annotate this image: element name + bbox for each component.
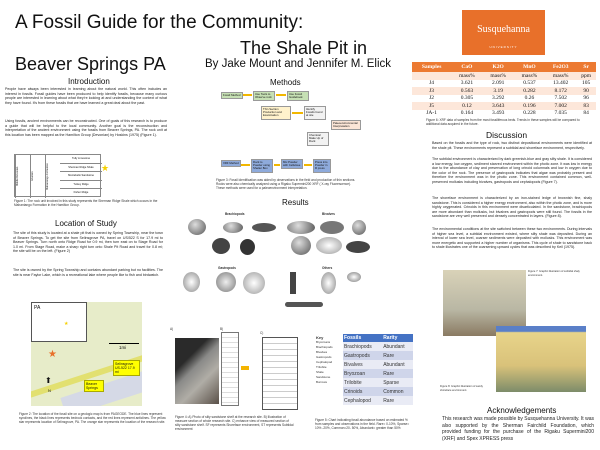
flow-box: Fossil Method <box>221 92 243 99</box>
bivalve-image <box>316 237 342 254</box>
figure-1-caption: Figure 1: The rock unit involved in this study represents the Sherman Ridge Shale which occurs in the Mahantango Formation in the Hamilton Group. <box>14 199 158 207</box>
brachiopod-image <box>212 238 230 254</box>
location-p2: The site is owned by the Spring Township and contains abundant parking but no facilities. The site is near Faylor Lake, which is a recreational lake where people like to fish and birdwatch. <box>13 268 163 277</box>
geologic-map <box>31 302 142 406</box>
flow-box: Rock to Powder using Shatter Box <box>251 159 273 173</box>
arrow-icon <box>292 112 303 114</box>
bivalve-image <box>346 241 370 253</box>
crinoid-image <box>347 272 361 282</box>
methods-heading: Methods <box>270 78 301 87</box>
bivalve-image <box>352 220 366 235</box>
strat-unit: Turkey Ridge <box>60 181 102 190</box>
key-item: Gastropods <box>316 355 332 359</box>
panel-label: B) <box>220 327 224 331</box>
figure-3-caption: Figure 3: Fossil identification was aided by observations in the field and production of thin sections. Rocks were also chemically analyzed using a Rigaku Supermini200 XRF ( X-ray Fluorescence). These methods were used for a paleoenvironment interpretation. <box>216 178 356 190</box>
pa-inset <box>31 302 87 342</box>
outcrop-photo <box>175 338 219 404</box>
brachiopod-image <box>188 219 206 235</box>
flow-box: Paleoenvironmental Interpretation <box>331 120 361 130</box>
state-label: PA <box>34 305 41 311</box>
strat-unit: Fisher Ridge <box>73 191 89 195</box>
shoreface-illustration <box>496 326 586 392</box>
figure-5-caption: Figure 5: Chart indicating fossil abundance based on estimated % from samples and observations in the field. Rare= 0-10%, Sparse= 10% -20%, Common=20- 50%, Abundant= greater than 50% <box>315 418 410 430</box>
flow-box: Press into Powder in R press <box>313 159 331 173</box>
intro-p2: Using fossils, ancient environments can be reconstructed. One of goals of this research is to produce a guide that will be helpful to the local community. Another goal is the reconstruction and interpretation of the ancient environment using the fossils from Beaver Springs, PA. The rock unit at this location has been mapped as the Hamilton Group (Devonian) by Hoskins (1975) (Figure 1). <box>5 119 167 137</box>
map-label-selinsgrove: Selinsgrove US-522 17.9 mi <box>113 360 140 376</box>
strat-column <box>14 154 101 197</box>
title-line-3: Beaver Springs PA <box>15 54 166 74</box>
acknowledgements-heading: Acknowledgements <box>487 406 557 415</box>
flow-box: Identify Fossils found at site <box>304 106 326 120</box>
discussion-p2: The subtidal environment is characterized by dark greenish-blue and gray silty shale. It is considered a low energy, low oxygen, sediment starved environment within the photic zone. It was low in energy due to the abundance of clay and preservation of long crinoid columnals and low in oxygen due to the color of the rock. The presence of gastropods indicates that algae was probably present and therefore the environment was in the photic zone. This environment contained common, well-preserved mollusks including bivalves, gastropods and cephalopods (Figure 7). <box>432 157 593 184</box>
trilobite-image <box>321 272 336 294</box>
location-p1: The site of this study is located at a shale pit that is owned by Spring Township, near the town of Beaver Springs. To get the site from Selinsgrove PA, travel on US/522 S for 17.9 mi to Beaver Springs. Turn north onto Ridge Road for 0.9 mi, then turn east on to Stage Road for 1.0 mi. From Stage Road, make a sharp right turn onto Shale Pit Road and travel for 0.8 mi; the site will be on the left. (Figure 2) <box>13 231 163 254</box>
title-line-1: A Fossil Guide for the Community: <box>15 12 304 33</box>
strat-unit: Tully Limestone <box>60 155 102 164</box>
strat-stage: Givetian <box>30 155 45 198</box>
authors: By Jake Mount and Jennifer M. Elick <box>205 58 391 70</box>
figure-2-caption: Figure 2: The location of the fossil site on a geologic map is from PAGEODE. The blue lines represent synclines, the black lines represents bedrock contacts, and the red lines represent anticlines. The yellow star represents location of Selinsgrove, PA. The orange star represents the location of the research site. <box>19 412 166 424</box>
flow-box: XRF Method <box>221 160 241 167</box>
figure-8-caption: Figure 8: Graphic illustration of sandy shoreface environment. <box>440 385 483 392</box>
panel-label: C) <box>260 331 264 335</box>
discussion-p3: The shoreface environment is characterized by an iron-stained ledge of brownish fine, shaly sandstone. This is considered a higher energy environment, also within the photic zone, and is more highly oxygenated. Crinoids in this environment were disarticulated. In the sandstone, brachiopods are more abundant than mollusks, but bivalves and gastropods were still found. The fossils in the sandstone are very well preserved and densely concentrated in layers. (Figure 8). <box>432 196 592 219</box>
key-item: Cephalopod <box>316 360 333 364</box>
key-item: Shale <box>316 370 324 374</box>
brachiopod-image <box>240 239 255 255</box>
measured-section <box>221 332 239 406</box>
star-icon: ★ <box>64 321 69 327</box>
flow-box: Chemical Make Up of Rock <box>307 132 329 146</box>
flow-box: Use Fossil Guidebook <box>287 91 309 101</box>
university-logo: Susquehanna UNIVERSITY <box>462 10 545 55</box>
group-label: Brachiopods <box>225 212 245 216</box>
key-item: Trilobite <box>316 365 327 369</box>
panel-label: A) <box>170 327 174 331</box>
strat-unit: Montebello Sandstone <box>60 172 102 181</box>
discussion-heading: Discussion <box>486 130 528 140</box>
bivalve-image <box>320 221 344 234</box>
arrow-icon <box>304 164 312 166</box>
scale-label: 1mi <box>119 345 127 350</box>
discussion-p4: The environmental conditions at the site switched between these two environments. During intervals of higher sea level, a subtidal environment existed, where silty shale was deposited. During an interval of lower sea level, coarser sediments were deposited with mollusks. This environment was more energetic and supported a higher number of organisms. This cycle of shale to sandstone back to shale illustrates one of the coarsening upward cycles that was described by Keil (1975). <box>432 227 592 250</box>
figure-6-caption: Figure 6: XRF data of samples from the most fossiliferous beds. Trends in these samples will be compared to additional data acquired in the future. <box>426 118 580 126</box>
gastropod-image <box>243 272 265 294</box>
north-arrow-icon: ⬆ <box>45 376 52 385</box>
north-label: N <box>48 388 51 393</box>
key-item: Bryozoans <box>316 340 331 344</box>
flow-box: Mix Powder with Cellulose <box>281 159 303 169</box>
key-title: Key <box>316 335 324 340</box>
intro-heading: Introduction <box>68 77 110 86</box>
star-icon: ★ <box>101 163 110 173</box>
arrow-icon <box>274 164 280 166</box>
scale-bar <box>109 343 139 344</box>
bivalve-image <box>291 236 311 255</box>
key-item: Bivalves <box>316 350 328 354</box>
figure-4-caption: Figure 4: A) Photo of silty sandstone shelf at the research site. B) Illustration of measure section of whole research site. C) enhance view of measured section of silty sandstone shelf. SF represents Shoreface environment, ST represents Subtidal environment <box>175 415 294 431</box>
map-label-beaver-springs: Beaver Springs <box>84 380 104 392</box>
flow-box: Use Tools to Observe rock <box>253 91 275 101</box>
acknowledgements-text: This research was made possible by Susquehanna University. It was also supported by the Sherman Fairchild Foundation, which provided funding for the purchase of the Rigaku Supermini200 (XRF) and Spex XPRESS press <box>442 416 594 442</box>
group-label: Bivalves <box>322 212 335 216</box>
site-star-icon: ★ <box>48 349 57 360</box>
group-label: Others <box>322 266 333 270</box>
key-item: Brachiopods <box>316 345 333 349</box>
discussion-p1: Based on the fossils and the type of rock, two distinct depositional environments were identified at the shale pit. These environments represent a subtidal and shoreface environment, respectively. <box>432 141 592 150</box>
xrf-table: Samples CaO K2O MnO Fe2O3 Sr mass% mass% mass% mass% ppm J4 3.621 2.091 0.537 13.402 105 J3 0.563 3.19 0.282 8.172 90 J2 0.305 3.292 0.26 7.502 96 J5 0.12 3.643 0.196 7.002 83 JA-1 0.164 3.493 0.228 7.035 84 <box>412 62 596 117</box>
gastropod-image <box>183 272 200 292</box>
brachiopod-image <box>223 222 243 233</box>
arrow-icon <box>243 94 252 96</box>
bivalve-image <box>287 221 315 234</box>
arrow-icon <box>241 366 249 370</box>
enhanced-section <box>262 337 298 410</box>
group-label: Gastropods <box>218 266 236 270</box>
strat-formation: Mahantango Formation <box>45 155 60 198</box>
arrow-icon <box>276 94 286 96</box>
location-heading: Location of Study <box>55 219 117 228</box>
title-line-2: The Shale Pit in <box>240 38 368 58</box>
key-item: Burrows <box>316 380 328 384</box>
bryozoan-image <box>290 272 296 294</box>
cephalopod-image <box>285 302 323 307</box>
intro-p1: People have always been interested in learning about the natural world. This often includes an interest in fossils. Fossil guides have been produced to help identify fossils, because many curious people are interested in learning about what they're looking at and understanding the context of what they have found. It's from these fossils that we have learned a great deal about the past. <box>5 87 167 105</box>
legend-key <box>316 335 333 385</box>
key-item: Sandstone <box>316 375 331 379</box>
arrow-icon <box>241 164 250 166</box>
gastropod-image <box>216 272 236 292</box>
strat-unit: Sherman Ridge Shale <box>60 164 102 173</box>
brachiopod-image <box>252 223 276 232</box>
results-heading: Results <box>282 198 309 207</box>
figure-7-caption: Figure 7: Graphic illustration of subtidal shaly environment. <box>528 270 580 277</box>
fossil-abundance-table: Fossils Rarity Brachiopods Abundant Gastropods Rare Bivalves Abundant Bryozoan Rare Trilobite Sparse Crinoids Common Cephalopod Rare <box>343 334 413 405</box>
flow-box: Thin Section Production and Examination <box>261 106 291 120</box>
strat-series: Middle Devonian <box>15 155 30 198</box>
